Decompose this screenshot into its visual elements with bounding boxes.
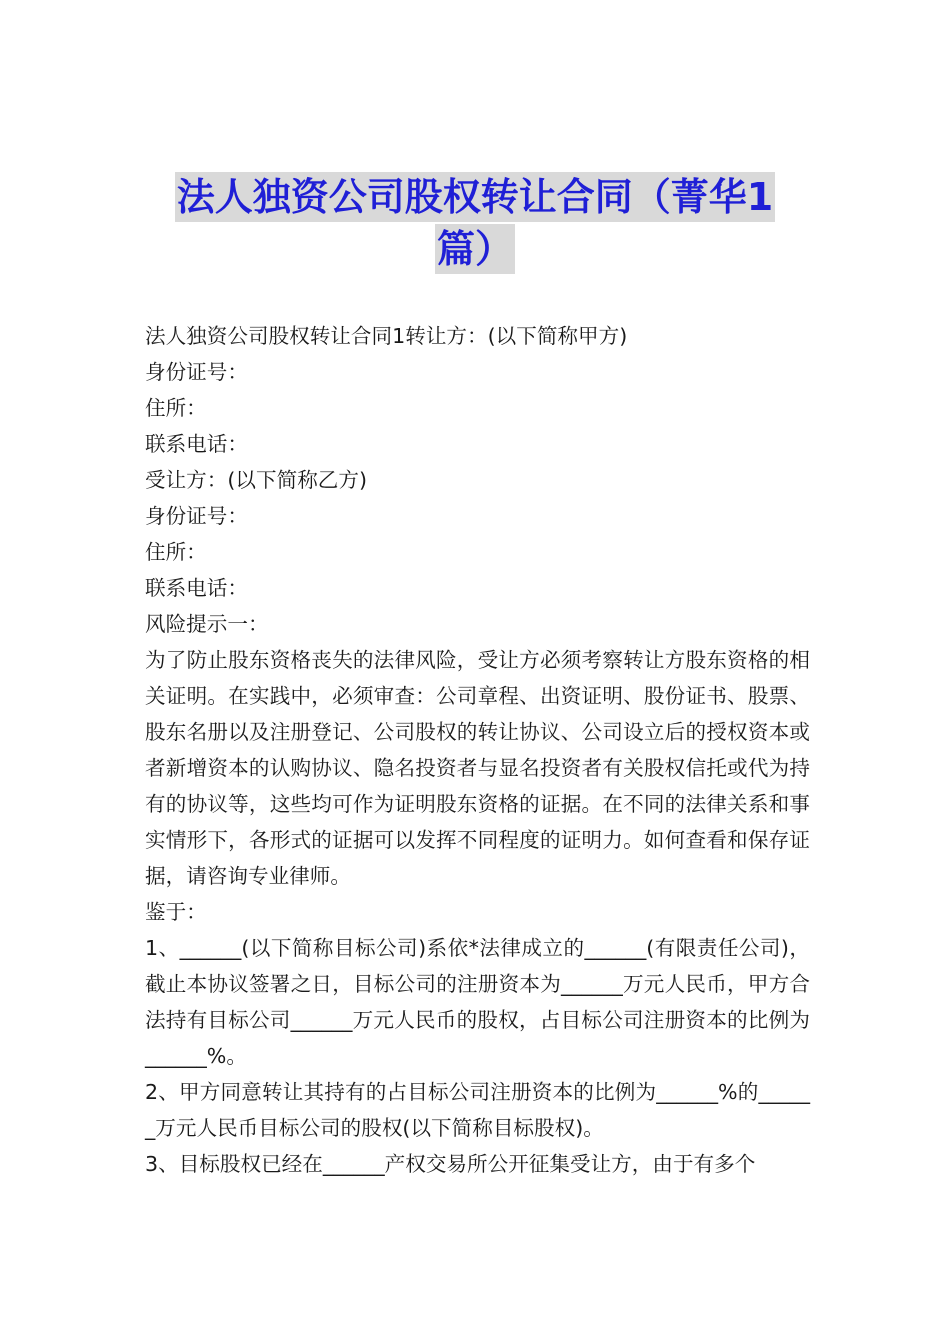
paragraph-transferee-phone: 联系电话： bbox=[145, 576, 248, 600]
paragraph-transferor-address: 住所： bbox=[145, 396, 207, 420]
document-title bbox=[0, 172, 950, 274]
paragraph-transferee-address: 住所： bbox=[145, 540, 207, 564]
title-line-1: 法人独资公司股权转让合同（菁华1 bbox=[175, 172, 775, 222]
paragraph-whereas: 鉴于： bbox=[145, 900, 207, 924]
paragraph-transferor-phone: 联系电话： bbox=[145, 432, 248, 456]
paragraph-clause-2: 2、甲方同意转让其持有的占目标公司注册资本的比例为______%的______万元人民币目标公司的股权(以下简称目标股权)。 bbox=[145, 1080, 810, 1140]
paragraph-transferor: 法人独资公司股权转让合同1转让方：(以下简称甲方) bbox=[145, 324, 628, 348]
paragraph-transferee: 受让方：(以下简称乙方) bbox=[145, 468, 368, 492]
paragraph-transferee-id: 身份证号： bbox=[145, 504, 248, 528]
paragraph-risk-heading: 风险提示一： bbox=[145, 612, 269, 636]
title-line-2: 篇） bbox=[435, 224, 515, 274]
paragraph-transferor-id: 身份证号： bbox=[145, 360, 248, 384]
paragraph-clause-1: 1、______(以下简称目标公司)系依*法律成立的______(有限责任公司)，截止本协议签署之日，目标公司的注册资本为______万元人民币，甲方合法持有目标公司______万元人民币的股权，占目标公司注册资本的比例为______%。 bbox=[145, 936, 810, 1068]
paragraph-risk-body: 为了防止股东资格丧失的法律风险，受让方必须考察转让方股东资格的相关证明。在实践中，必须审查：公司章程、出资证明、股份证书、股票、股东名册以及注册登记、公司股权的转让协议、公司设立后的授权资本或者新增资本的认购协议、隐名投资者与显名投资者有关股权信托或代为持有的协议等，这些均可作为证明股东资格的证据。在不同的法律关系和事实情形下，各形式的证据可以发挥不同程度的证明力。如何查看和保存证据，请咨询专业律师。 bbox=[145, 648, 810, 888]
document-body bbox=[145, 318, 810, 1182]
paragraph-clause-3: 3、目标股权已经在______产权交易所公开征集受让方，由于有多个 bbox=[145, 1152, 756, 1176]
